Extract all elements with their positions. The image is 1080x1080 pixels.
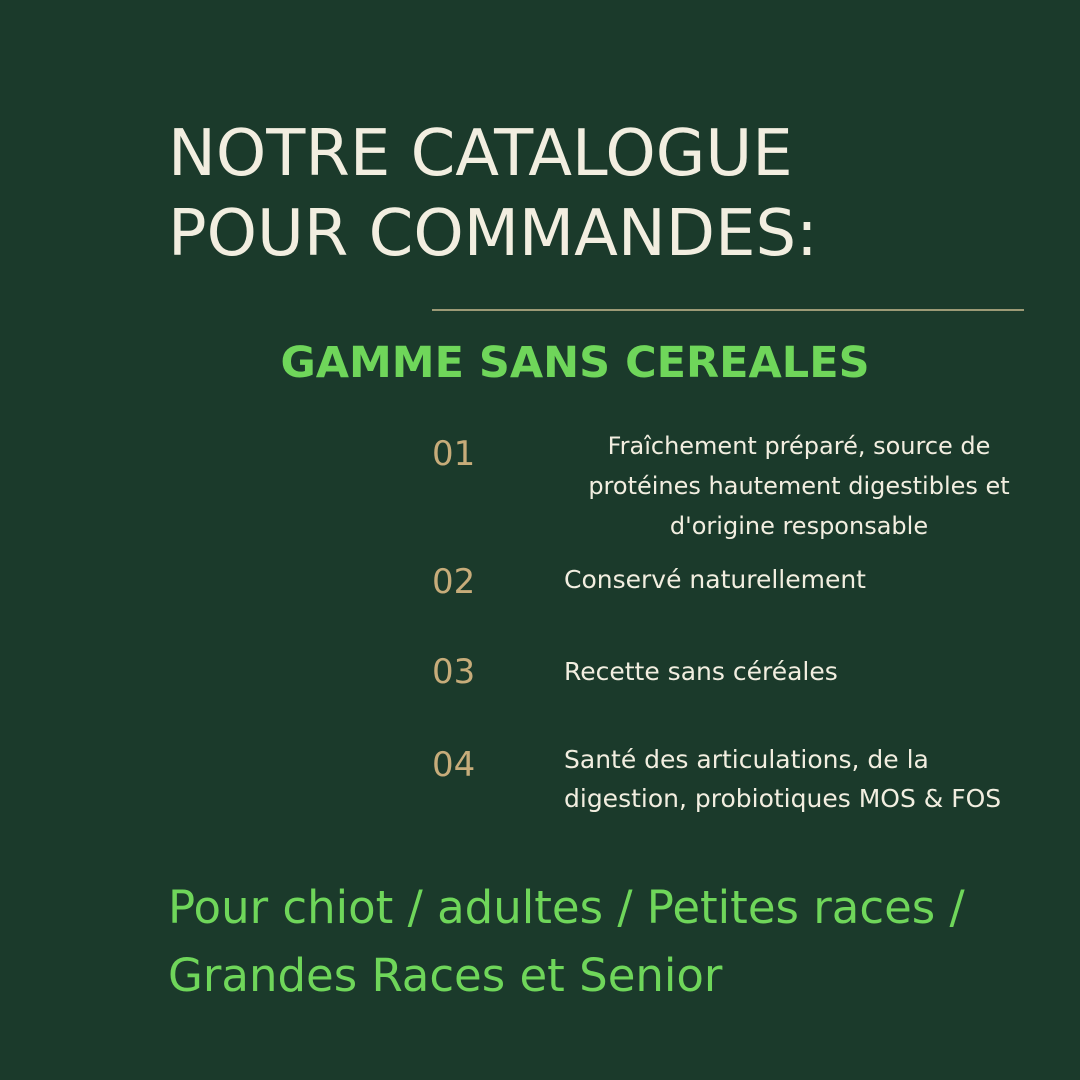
feature-number-2: 02	[432, 562, 476, 602]
feature-text-1: Fraîchement préparé, source de protéines hautement digestibles et d'origine responsable	[588, 432, 1010, 540]
feature-text-2: Conservé naturellement	[564, 565, 866, 594]
feature-number-1: 01	[432, 434, 476, 474]
section-subtitle: GAMME SANS CEREALES	[280, 338, 870, 388]
page-title	[168, 114, 818, 274]
title-line-2: POUR COMMANDES:	[168, 197, 818, 271]
feature-number-4: 04	[432, 745, 476, 785]
feature-text-3: Recette sans céréales	[564, 657, 838, 686]
feature-text-4: Santé des articulations, de la digestion, probiotiques MOS & FOS	[564, 745, 1002, 813]
footer-text: Pour chiot / adultes / Petites races / Grandes Races et Senior	[168, 881, 965, 1002]
feature-number-3: 03	[432, 652, 476, 692]
title-line-1: NOTRE CATALOGUE	[168, 117, 793, 191]
divider-line	[432, 309, 1024, 311]
